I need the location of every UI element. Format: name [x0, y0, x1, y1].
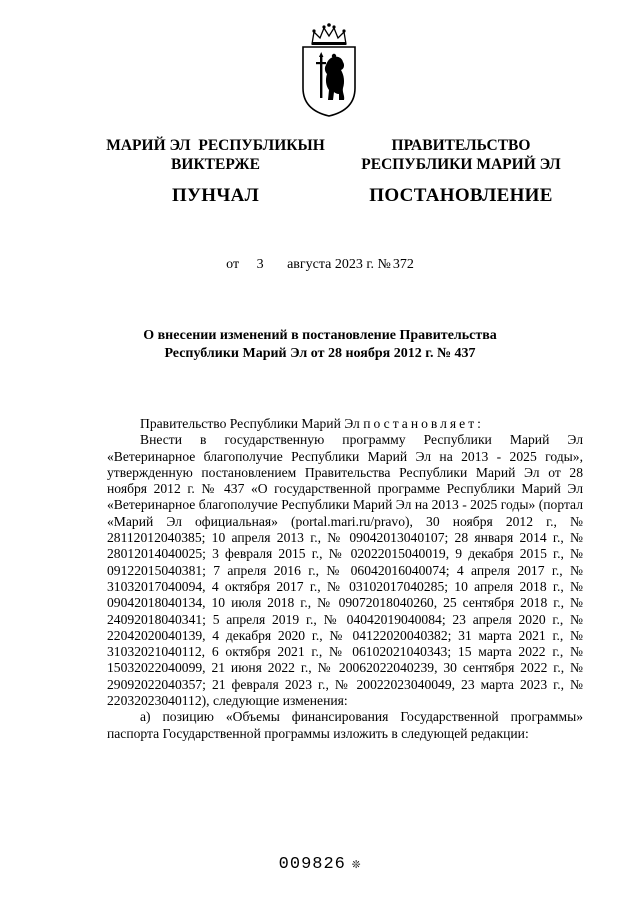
crown-icon: [312, 23, 346, 45]
title-line2: Республики Марий Эл от 28 ноября 2012 г. № 437: [164, 346, 476, 361]
coat-of-arms-emblem: [298, 22, 360, 118]
header-left-line1: МАРИЙ ЭЛ РЕСПУБЛИКЫН: [106, 137, 325, 154]
body-paragraph-3: а) позицию «Объемы финансирования Государственной программы» паспорта Государственной программы изложить в следующей редакции:: [107, 709, 583, 741]
body-paragraph-1: [107, 416, 583, 432]
body-p1-start: Правительство Республики Марий Эл: [140, 416, 360, 431]
title-line1: О внесении изменений в постановление Правительства: [143, 328, 497, 343]
form-serial-number: [0, 855, 640, 874]
header-left-line2: ВИКТЕРЖЕ: [171, 156, 260, 173]
header-right-doc-type: ПОСТАНОВЛЕНИЕ: [369, 185, 553, 206]
header-mari-language: [88, 136, 343, 205]
body-p1-spaced: постановляет:: [363, 416, 484, 431]
bear-icon: [316, 52, 344, 100]
header-left-doc-type: ПУНЧАЛ: [171, 185, 260, 206]
date-prefix: от: [226, 257, 240, 272]
date-day: 3: [256, 257, 264, 272]
header-right-line2: РЕСПУБЛИКИ МАРИЙ ЭЛ: [361, 156, 561, 173]
document-date-line: [0, 257, 640, 273]
body-paragraph-2: Внести в государственную программу Республики Марий Эл «Ветеринарное благополучие Республики Марий Эл на 2013 - 2025 годы», утвержденную постановлением Правительства Республики Марий Эл от 28 ноября 2012 г. № 437 «О государственной программе Республики Марий Эл «Ветеринарное благополучие Республики Марий Эл на 2013 - 2025 годы» (портал «Марий Эл официальная» (portal.mari.ru/pravo), 30 ноября 2012 г., № 28112012040385; 10 апреля 2013 г., № 09042013040107; 28 января 2014 г., № 28012014040025; 3 февраля 2015 г., № 02022015040019, 9 декабря 2015 г., № 09122015040381; 7 апреля 2016 г., № 06042016040074; 4 апреля 2017 г., № 31032017040094, 4 октября 2017 г., № 03102017040285; 10 апреля 2018 г., № 09042018040134, 10 июля 2018 г., № 09072018040260, 25 сентября 2018 г., № 24092018040341; 5 апреля 2019 г., № 04042019040084; 23 апреля 2020 г., № 22042020040139, 4 декабря 2020 г., № 04122020040382; 31 марта 2021 г., № 31032021040112, 6 октября 2021 г., № 06102021040343; 15 марта 2022 г., № 15032022040099, 21 июня 2022 г., № 20062022040239, 30 сентября 2022 г., № 29092022040357; 21 февраля 2023 г., № 20022023040049, 23 марта 2023 г., № 22032023040112), следующие изменения:: [107, 432, 583, 709]
header-right-line1: ПРАВИТЕЛЬСТВО: [391, 137, 531, 154]
document-number: 372: [392, 257, 414, 272]
document-title: [100, 327, 540, 363]
date-month-year: августа 2023 г. №: [287, 257, 391, 272]
serial-mark-icon: ❊: [351, 857, 362, 873]
header-russian-language: [342, 136, 580, 205]
serial-number: 009826: [278, 855, 346, 874]
document-body: [107, 416, 583, 742]
